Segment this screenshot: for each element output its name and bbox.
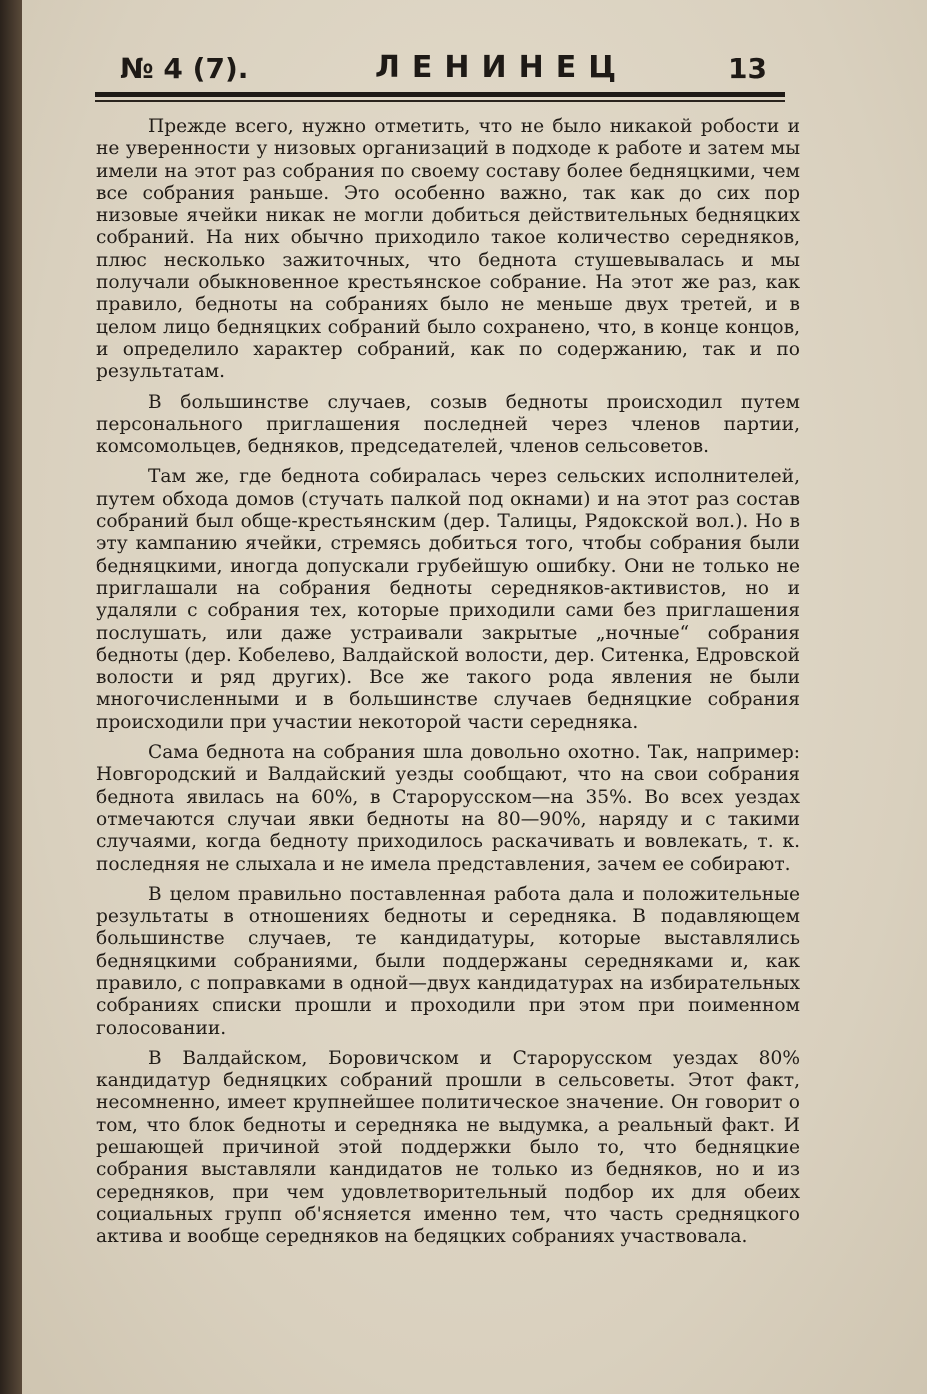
paragraph-6: В Валдайском, Боровичском и Старорусском уездах 80% кандидатур бедняцких собраний прошли в сельсоветы. Этот факт, несомненно, имеет крупнейшее политическое значение. Он говорит о том, что блок бедноты и середняка не выдумка, а реальный факт. И решающей причиной этой поддержки было то, что бедняцкие собрания выставляли кандидатов не только из бедняков, но и из середняков, при чем удовлетворительный подбор их для обеих социальных групп об'ясняется именно тем, что часть средняцкого актива и вообще середняков на бедяцких собраниях участвовала. xyxy=(96,1047,800,1248)
issue-number: № 4 (7). xyxy=(120,52,249,85)
article-body xyxy=(96,116,800,1257)
paragraph-3: Там же, где беднота собиралась через сельских исполнителей, путем обхода домов (стучать палкой под окнами) и на этот раз состав собраний был обще-крестьянским (дер. Талицы, Рядокской вол.). Но в эту кампанию ячейки, стремясь добиться того, чтобы собрания были бедняцкими, иногда допускали грубейшую ошибку. Они не только не приглашали на собрания бедноты середняков-активистов, но и удаляли с собрания тех, которые приходили сами без приглашения послушать, или даже устраивали закрытые „ночные“ собрания бедноты (дер. Кобелево, Валдайской волости, дер. Ситенка, Едровской волости и ряд других). Все же такого рода явления не были многочисленными и в большинстве случаев бедняцкие собрания происходили при участии некоторой части середняка. xyxy=(96,466,800,733)
paragraph-2: В большинстве случаев, созыв бедноты происходил путем персонального приглашения последней через членов партии, комсомольцев, бедняков, председателей, членов сельсоветов. xyxy=(96,391,800,458)
paragraph-5: В целом правильно поставленная работа дала и положительные результаты в отношениях бедноты и середняка. В подавляющем большинстве случаев, те кандидатуры, которые выставлялись бедняцкими собраниями, были поддержаны середняками и, как правило, с поправками в одной—двух кандидатурах на избирательных собраниях списки прошли и проходили при этом при поименном голосовании. xyxy=(96,883,800,1039)
paragraph-4: Сама беднота на собрания шла довольно охотно. Так, например: Новгородский и Валдайский уезды сообщают, что на свои собрания беднота явилась на 60%, в Старорусском—на 35%. Во всех уездах отмечаются случаи явки бедноты на 80—90%, наряду и с такими случаями, когда бедноту приходилось раскачивать и вовлекать, т. к. последняя не слыхала и не имела представления, зачем ее собирают. xyxy=(96,742,800,875)
page-number: 13 xyxy=(728,52,767,85)
page-header xyxy=(95,50,785,92)
header-rule xyxy=(95,92,785,97)
journal-title: ЛЕНИНЕЦ xyxy=(375,50,629,85)
header-rule-thin xyxy=(95,100,785,102)
paragraph-1: Прежде всего, нужно отметить, что не было никакой робости и не уверенности у низовых организаций в подходе к работе и затем мы имели на этот раз собрания по своему составу более бедняцкими, чем все собрания раньше. Это особенно важно, так как до сих пор низовые ячейки никак не могли добиться действительных бедняцких собраний. На них обычно приходило такое количество середняков, плюс несколько зажиточных, что беднота стушевывалась и мы получали обыкновенное крестьянское собрание. На этот же раз, как правило, бедноты на собраниях было не меньше двух третей, и в целом лицо бедняцких собраний было сохранено, что, в конце концов, и определило характер собраний, как по содержанию, так и по результатам. xyxy=(96,116,800,383)
book-spine-shadow xyxy=(0,0,22,1394)
